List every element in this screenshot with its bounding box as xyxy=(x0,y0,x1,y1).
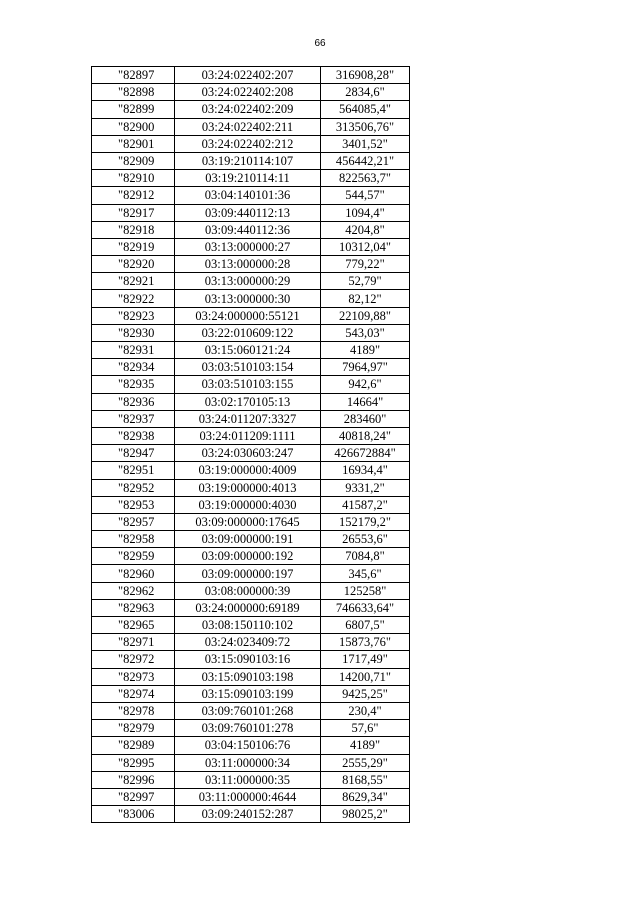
value-cell: 3401,52" xyxy=(321,135,410,152)
record-id-cell: "82909 xyxy=(92,152,175,169)
cadastral-number-cell: 03:24:000000:55121 xyxy=(175,307,321,324)
record-id-cell: "82898 xyxy=(92,84,175,101)
table-row xyxy=(92,771,410,788)
record-id-cell: "82963 xyxy=(92,599,175,616)
table-row xyxy=(92,496,410,513)
table-row xyxy=(92,84,410,101)
cadastral-number-cell: 03:11:000000:4644 xyxy=(175,788,321,805)
cadastral-number-cell: 03:24:011207:3327 xyxy=(175,410,321,427)
record-id-cell: "82937 xyxy=(92,410,175,427)
table-row xyxy=(92,685,410,702)
value-cell: 316908,28" xyxy=(321,67,410,84)
table-row xyxy=(92,152,410,169)
value-cell: 8629,34" xyxy=(321,788,410,805)
value-cell: 125258" xyxy=(321,582,410,599)
cadastral-number-cell: 03:09:240152:287 xyxy=(175,806,321,823)
table-row xyxy=(92,582,410,599)
value-cell: 40818,24" xyxy=(321,427,410,444)
value-cell: 4189" xyxy=(321,342,410,359)
table-row xyxy=(92,720,410,737)
registry-table-body xyxy=(92,67,410,823)
value-cell: 822563,7" xyxy=(321,170,410,187)
table-row xyxy=(92,307,410,324)
cadastral-number-cell: 03:03:510103:154 xyxy=(175,359,321,376)
value-cell: 2555,29" xyxy=(321,754,410,771)
value-cell: 6807,5" xyxy=(321,617,410,634)
table-row xyxy=(92,702,410,719)
record-id-cell: "82938 xyxy=(92,427,175,444)
record-id-cell: "82930 xyxy=(92,324,175,341)
table-row xyxy=(92,668,410,685)
cadastral-number-cell: 03:02:170105:13 xyxy=(175,393,321,410)
record-id-cell: "82973 xyxy=(92,668,175,685)
record-id-cell: "82995 xyxy=(92,754,175,771)
record-id-cell: "82910 xyxy=(92,170,175,187)
cadastral-number-cell: 03:15:090103:16 xyxy=(175,651,321,668)
record-id-cell: "82997 xyxy=(92,788,175,805)
table-row xyxy=(92,204,410,221)
table-row xyxy=(92,445,410,462)
value-cell: 230,4" xyxy=(321,702,410,719)
cadastral-number-cell: 03:24:022402:207 xyxy=(175,67,321,84)
record-id-cell: "82971 xyxy=(92,634,175,651)
cadastral-number-cell: 03:09:440112:13 xyxy=(175,204,321,221)
record-id-cell: "82919 xyxy=(92,238,175,255)
table-row xyxy=(92,599,410,616)
value-cell: 426672884" xyxy=(321,445,410,462)
record-id-cell: "82936 xyxy=(92,393,175,410)
record-id-cell: "82958 xyxy=(92,531,175,548)
value-cell: 15873,76" xyxy=(321,634,410,651)
record-id-cell: "82897 xyxy=(92,67,175,84)
record-id-cell: "82934 xyxy=(92,359,175,376)
record-id-cell: "82996 xyxy=(92,771,175,788)
value-cell: 544,57" xyxy=(321,187,410,204)
table-row xyxy=(92,273,410,290)
value-cell: 7084,8" xyxy=(321,548,410,565)
value-cell: 4189" xyxy=(321,737,410,754)
registry-table xyxy=(91,66,410,823)
value-cell: 345,6" xyxy=(321,565,410,582)
value-cell: 98025,2" xyxy=(321,806,410,823)
record-id-cell: "82921 xyxy=(92,273,175,290)
table-row xyxy=(92,376,410,393)
record-id-cell: "82912 xyxy=(92,187,175,204)
record-id-cell: "82952 xyxy=(92,479,175,496)
table-row xyxy=(92,342,410,359)
table-row xyxy=(92,737,410,754)
table-row xyxy=(92,393,410,410)
table-row xyxy=(92,135,410,152)
table-row xyxy=(92,170,410,187)
cadastral-number-cell: 03:03:510103:155 xyxy=(175,376,321,393)
table-row xyxy=(92,359,410,376)
value-cell: 14664" xyxy=(321,393,410,410)
cadastral-number-cell: 03:24:022402:209 xyxy=(175,101,321,118)
record-id-cell: "82979 xyxy=(92,720,175,737)
table-row xyxy=(92,101,410,118)
value-cell: 16934,4" xyxy=(321,462,410,479)
table-row xyxy=(92,238,410,255)
value-cell: 57,6" xyxy=(321,720,410,737)
value-cell: 22109,88" xyxy=(321,307,410,324)
cadastral-number-cell: 03:09:000000:191 xyxy=(175,531,321,548)
cadastral-number-cell: 03:08:150110:102 xyxy=(175,617,321,634)
cadastral-number-cell: 03:04:150106:76 xyxy=(175,737,321,754)
table-row xyxy=(92,324,410,341)
value-cell: 779,22" xyxy=(321,256,410,273)
cadastral-number-cell: 03:09:760101:268 xyxy=(175,702,321,719)
cadastral-number-cell: 03:19:210114:107 xyxy=(175,152,321,169)
value-cell: 7964,97" xyxy=(321,359,410,376)
record-id-cell: "82965 xyxy=(92,617,175,634)
cadastral-number-cell: 03:15:090103:198 xyxy=(175,668,321,685)
table-row xyxy=(92,651,410,668)
record-id-cell: "82947 xyxy=(92,445,175,462)
cadastral-number-cell: 03:19:000000:4030 xyxy=(175,496,321,513)
cadastral-number-cell: 03:24:023409:72 xyxy=(175,634,321,651)
cadastral-number-cell: 03:13:000000:27 xyxy=(175,238,321,255)
record-id-cell: "82960 xyxy=(92,565,175,582)
value-cell: 942,6" xyxy=(321,376,410,393)
cadastral-number-cell: 03:08:000000:39 xyxy=(175,582,321,599)
record-id-cell: "83006 xyxy=(92,806,175,823)
record-id-cell: "82920 xyxy=(92,256,175,273)
table-row xyxy=(92,67,410,84)
table-row xyxy=(92,806,410,823)
value-cell: 2834,6" xyxy=(321,84,410,101)
value-cell: 564085,4" xyxy=(321,101,410,118)
table-row xyxy=(92,410,410,427)
table-row xyxy=(92,565,410,582)
cadastral-number-cell: 03:11:000000:34 xyxy=(175,754,321,771)
record-id-cell: "82922 xyxy=(92,290,175,307)
record-id-cell: "82901 xyxy=(92,135,175,152)
value-cell: 52,79" xyxy=(321,273,410,290)
record-id-cell: "82917 xyxy=(92,204,175,221)
record-id-cell: "82953 xyxy=(92,496,175,513)
value-cell: 283460" xyxy=(321,410,410,427)
table-row xyxy=(92,754,410,771)
cadastral-number-cell: 03:13:000000:30 xyxy=(175,290,321,307)
cadastral-number-cell: 03:09:000000:192 xyxy=(175,548,321,565)
cadastral-number-cell: 03:22:010609:122 xyxy=(175,324,321,341)
page-number: 66 xyxy=(314,38,326,49)
record-id-cell: "82974 xyxy=(92,685,175,702)
record-id-cell: "82978 xyxy=(92,702,175,719)
table-row xyxy=(92,531,410,548)
cadastral-number-cell: 03:13:000000:28 xyxy=(175,256,321,273)
record-id-cell: "82918 xyxy=(92,221,175,238)
cadastral-number-cell: 03:13:000000:29 xyxy=(175,273,321,290)
cadastral-number-cell: 03:19:210114:11 xyxy=(175,170,321,187)
value-cell: 746633,64" xyxy=(321,599,410,616)
table-row xyxy=(92,427,410,444)
value-cell: 82,12" xyxy=(321,290,410,307)
record-id-cell: "82951 xyxy=(92,462,175,479)
cadastral-number-cell: 03:24:022402:208 xyxy=(175,84,321,101)
record-id-cell: "82957 xyxy=(92,513,175,530)
record-id-cell: "82900 xyxy=(92,118,175,135)
table-row xyxy=(92,617,410,634)
record-id-cell: "82962 xyxy=(92,582,175,599)
cadastral-number-cell: 03:09:000000:197 xyxy=(175,565,321,582)
table-row xyxy=(92,479,410,496)
record-id-cell: "82931 xyxy=(92,342,175,359)
cadastral-number-cell: 03:19:000000:4013 xyxy=(175,479,321,496)
record-id-cell: "82959 xyxy=(92,548,175,565)
cadastral-number-cell: 03:24:000000:69189 xyxy=(175,599,321,616)
value-cell: 26553,6" xyxy=(321,531,410,548)
record-id-cell: "82935 xyxy=(92,376,175,393)
value-cell: 14200,71" xyxy=(321,668,410,685)
value-cell: 10312,04" xyxy=(321,238,410,255)
cadastral-number-cell: 03:15:060121:24 xyxy=(175,342,321,359)
table-row xyxy=(92,256,410,273)
value-cell: 1717,49" xyxy=(321,651,410,668)
value-cell: 8168,55" xyxy=(321,771,410,788)
cadastral-number-cell: 03:09:760101:278 xyxy=(175,720,321,737)
value-cell: 313506,76" xyxy=(321,118,410,135)
cadastral-number-cell: 03:24:022402:212 xyxy=(175,135,321,152)
cadastral-number-cell: 03:15:090103:199 xyxy=(175,685,321,702)
cadastral-number-cell: 03:11:000000:35 xyxy=(175,771,321,788)
record-id-cell: "82972 xyxy=(92,651,175,668)
table-row xyxy=(92,634,410,651)
cadastral-number-cell: 03:19:000000:4009 xyxy=(175,462,321,479)
value-cell: 41587,2" xyxy=(321,496,410,513)
table-row xyxy=(92,118,410,135)
cadastral-number-cell: 03:24:030603:247 xyxy=(175,445,321,462)
value-cell: 1094,4" xyxy=(321,204,410,221)
table-row xyxy=(92,788,410,805)
value-cell: 9331,2" xyxy=(321,479,410,496)
value-cell: 543,03" xyxy=(321,324,410,341)
table-row xyxy=(92,548,410,565)
record-id-cell: "82899 xyxy=(92,101,175,118)
table-row xyxy=(92,462,410,479)
cadastral-number-cell: 03:24:011209:1111 xyxy=(175,427,321,444)
table-row xyxy=(92,187,410,204)
record-id-cell: "82923 xyxy=(92,307,175,324)
value-cell: 4204,8" xyxy=(321,221,410,238)
value-cell: 456442,21" xyxy=(321,152,410,169)
table-row xyxy=(92,221,410,238)
cadastral-number-cell: 03:09:440112:36 xyxy=(175,221,321,238)
cadastral-number-cell: 03:04:140101:36 xyxy=(175,187,321,204)
cadastral-number-cell: 03:24:022402:211 xyxy=(175,118,321,135)
table-row xyxy=(92,513,410,530)
record-id-cell: "82989 xyxy=(92,737,175,754)
cadastral-number-cell: 03:09:000000:17645 xyxy=(175,513,321,530)
table-row xyxy=(92,290,410,307)
value-cell: 9425,25" xyxy=(321,685,410,702)
value-cell: 152179,2" xyxy=(321,513,410,530)
